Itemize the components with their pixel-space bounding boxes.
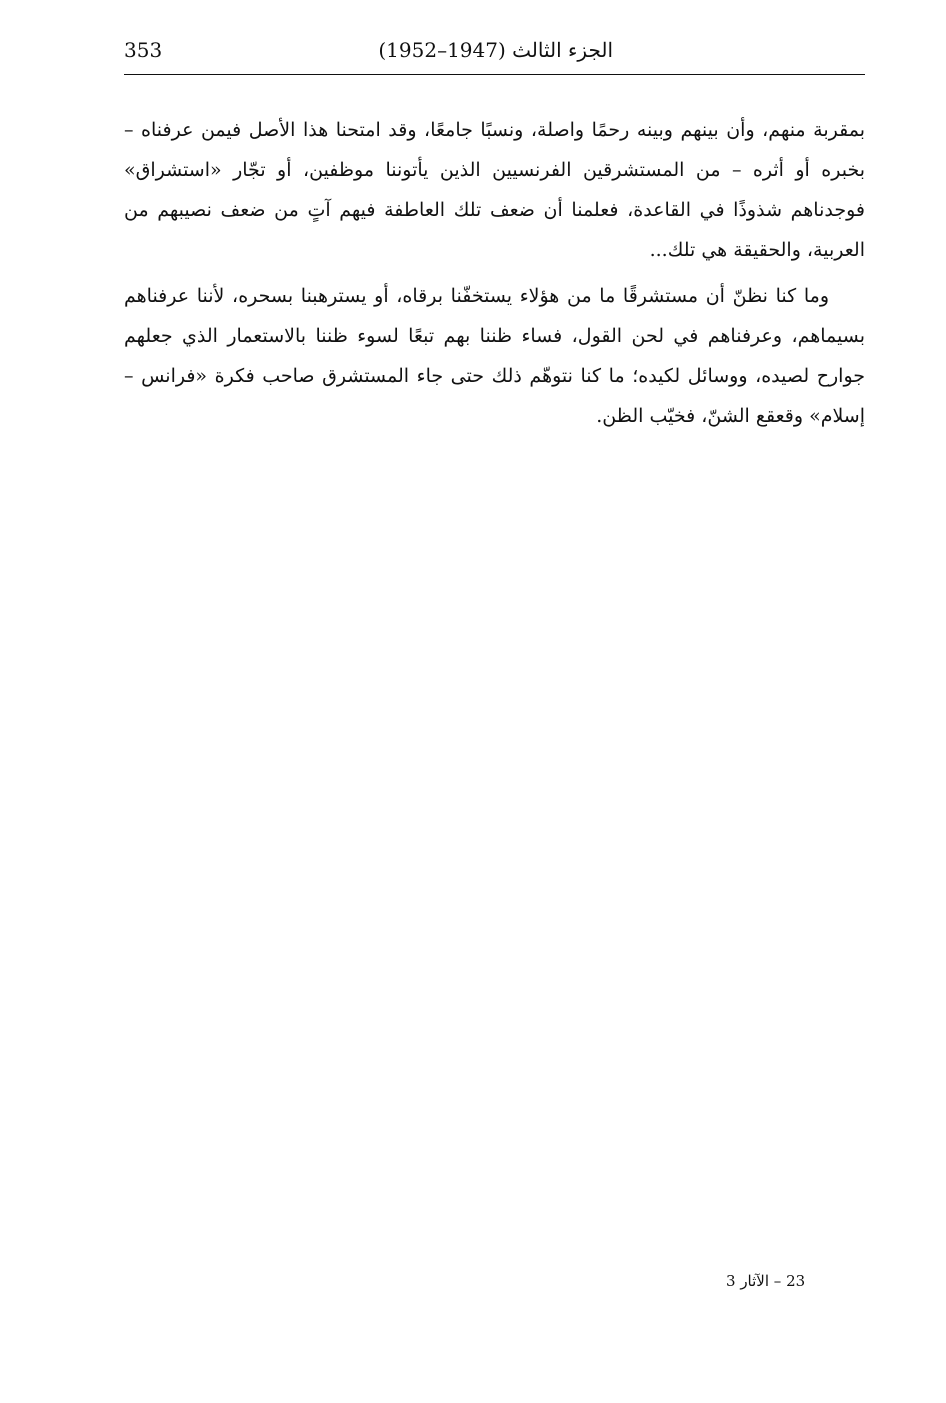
paragraph-1: بمقربة منهم، وأن بينهم وبينه رحمًا واصلة، ونسبًا جامعًا، وقد امتحنا هذا الأصل فيمن عرفناه – بخبره أو أثره – من المستشرقين الفرنسيين الذين يأتوننا موظفين، أو تجّار «استشراق» فوجدناهم شذوذًا في القاعدة، فعلمنا أن ضعف تلك العاطفة فيهم آتٍ من ضعف نصيبهم من العربية، والحقيقة هي تلك... [124, 119, 865, 261]
paragraph-2: وما كنا نظنّ أن مستشرقًا ما من هؤلاء يستخفّنا برقاه، أو يسترهبنا بسحره، لأننا عرفناهم بسيماهم، وعرفناهم في لحن القول، فساء ظننا بهم تبعًا لسوء ظننا بالاستعمار الذي جعلهم جوارح لصيده، ووسائل لكيده؛ ما كنا نتوهّم ذلك حتى جاء المستشرق صاحب فكرة «فرانس – إسلام» وقعقع الشنّ، فخيّب الظن. [124, 285, 865, 427]
footer-signature: 23 – الآثار 3 [726, 1272, 806, 1290]
page-header [124, 34, 865, 75]
body-text [124, 110, 865, 442]
page-number: 353 [124, 38, 163, 62]
running-head: الجزء الثالث (1947–1952) [378, 38, 613, 62]
